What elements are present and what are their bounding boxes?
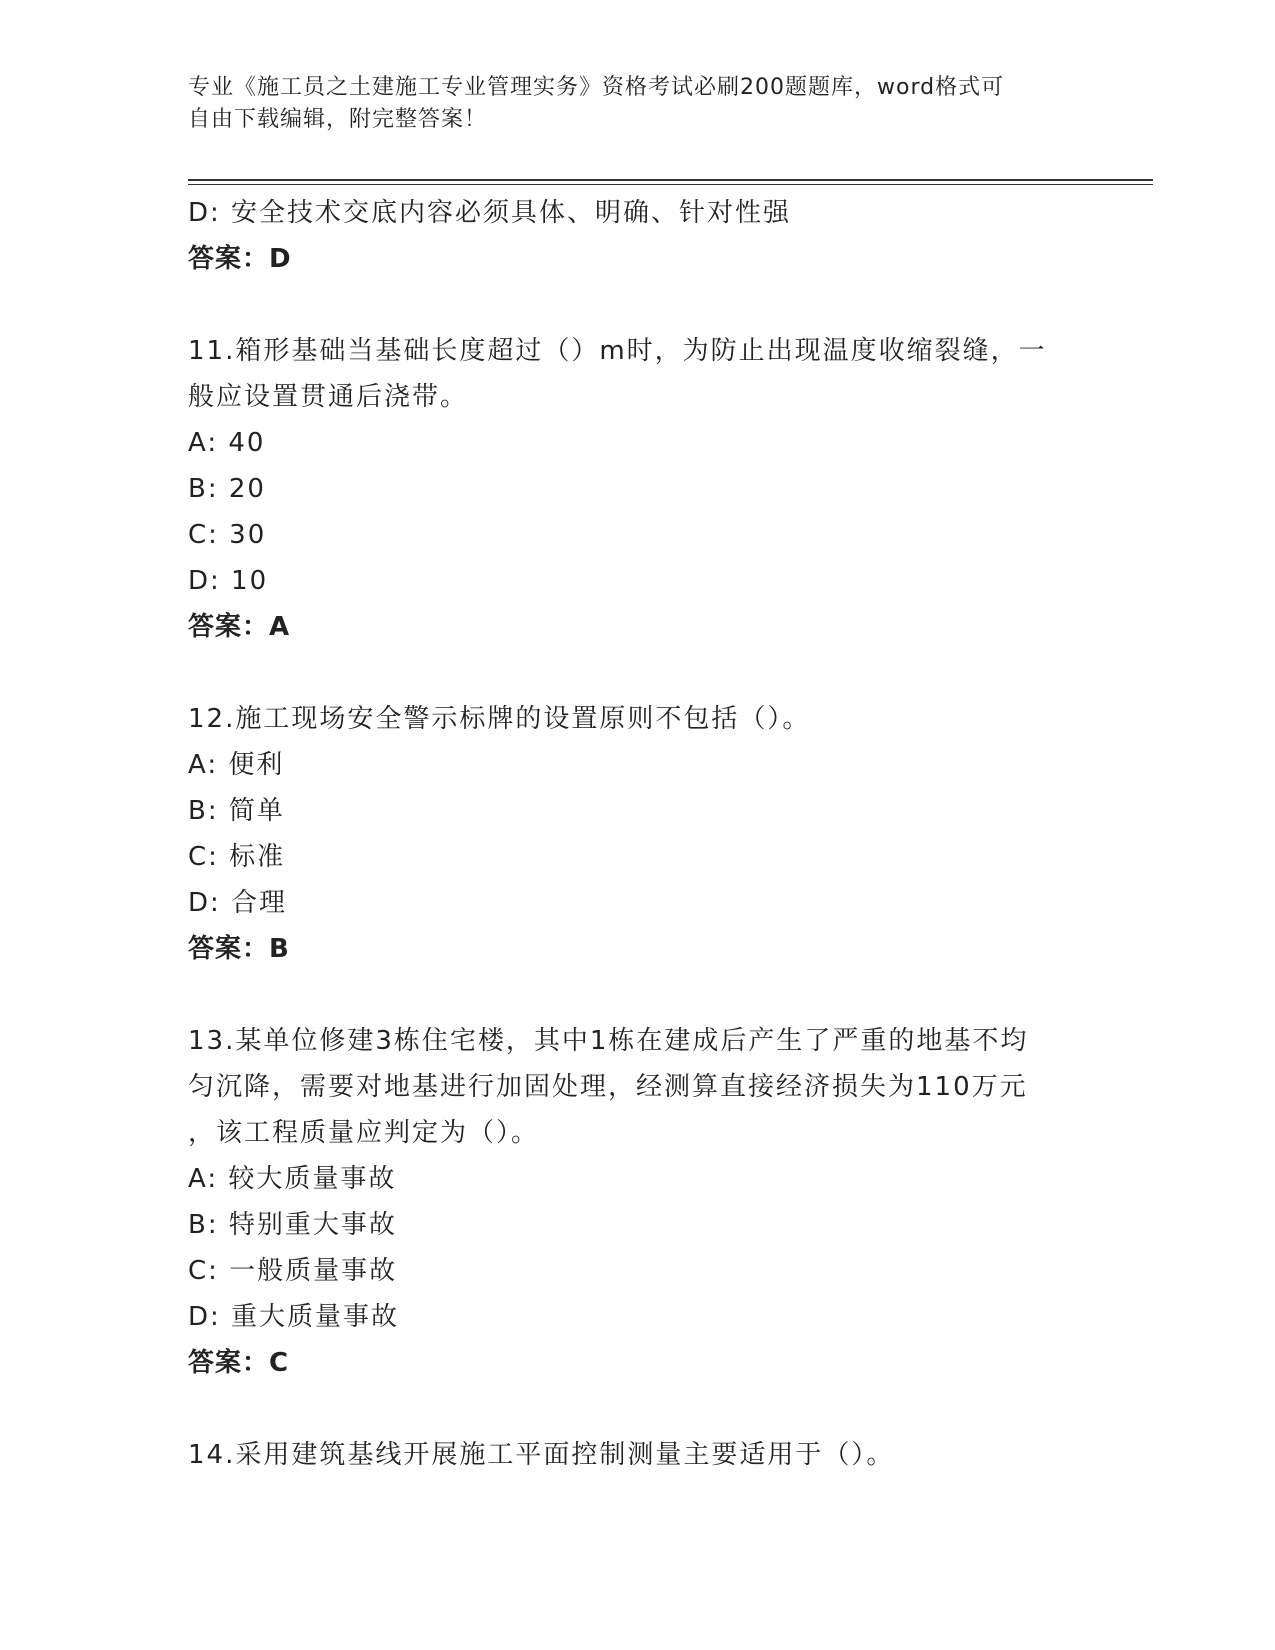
option-b: B: 20 [188, 474, 266, 504]
spacer [188, 282, 1088, 328]
question-10-tail [188, 190, 1088, 282]
option-b: B: 简单 [188, 796, 285, 826]
header-divider-thin [188, 184, 1153, 185]
question-text: 12.施工现场安全警示标牌的设置原则不包括（）。 [188, 704, 811, 734]
spacer [188, 972, 1088, 1018]
option-c: C: 标准 [188, 842, 286, 872]
question-list [188, 190, 1088, 1478]
answer: 答案：B [188, 934, 290, 964]
option-a: A: 便利 [188, 750, 285, 780]
option-b: B: 特别重大事故 [188, 1210, 397, 1240]
answer: 答案：A [188, 612, 291, 642]
option-c: C: 30 [188, 520, 267, 550]
header-divider-thick [188, 179, 1153, 181]
option-d: D: 10 [188, 566, 269, 596]
option-d: D: 合理 [188, 888, 288, 918]
question-14 [188, 1432, 1088, 1478]
spacer [188, 650, 1088, 696]
question-12 [188, 696, 1088, 972]
question-text-cont: ，该工程质量应判定为（）。 [188, 1118, 540, 1148]
question-13 [188, 1018, 1088, 1386]
option-c: C: 一般质量事故 [188, 1256, 398, 1286]
question-text-cont: 般应设置贯通后浇带。 [188, 382, 469, 412]
question-11 [188, 328, 1088, 650]
option-a: A: 较大质量事故 [188, 1164, 397, 1194]
question-text: 14.采用建筑基线开展施工平面控制测量主要适用于（）。 [188, 1440, 895, 1470]
header-line-1: 专业《施工员之土建施工专业管理实务》资格考试必刷200题题库，word格式可 [188, 75, 1005, 100]
answer: 答案：D [188, 244, 292, 274]
document-header [188, 72, 1068, 136]
option-d: D: 安全技术交底内容必须具体、明确、针对性强 [188, 198, 792, 228]
answer: 答案：C [188, 1348, 290, 1378]
option-a: A: 40 [188, 428, 266, 458]
question-text: 13.某单位修建3栋住宅楼，其中1栋在建成后产生了严重的地基不均 [188, 1026, 1029, 1056]
spacer [188, 1386, 1088, 1432]
question-text: 11.箱形基础当基础长度超过（）m时，为防止出现温度收缩裂缝，一 [188, 336, 1047, 366]
question-text-cont: 匀沉降，需要对地基进行加固处理，经测算直接经济损失为110万元 [188, 1072, 1028, 1102]
option-d: D: 重大质量事故 [188, 1302, 400, 1332]
header-line-2: 自由下载编辑，附完整答案！ [188, 107, 488, 132]
